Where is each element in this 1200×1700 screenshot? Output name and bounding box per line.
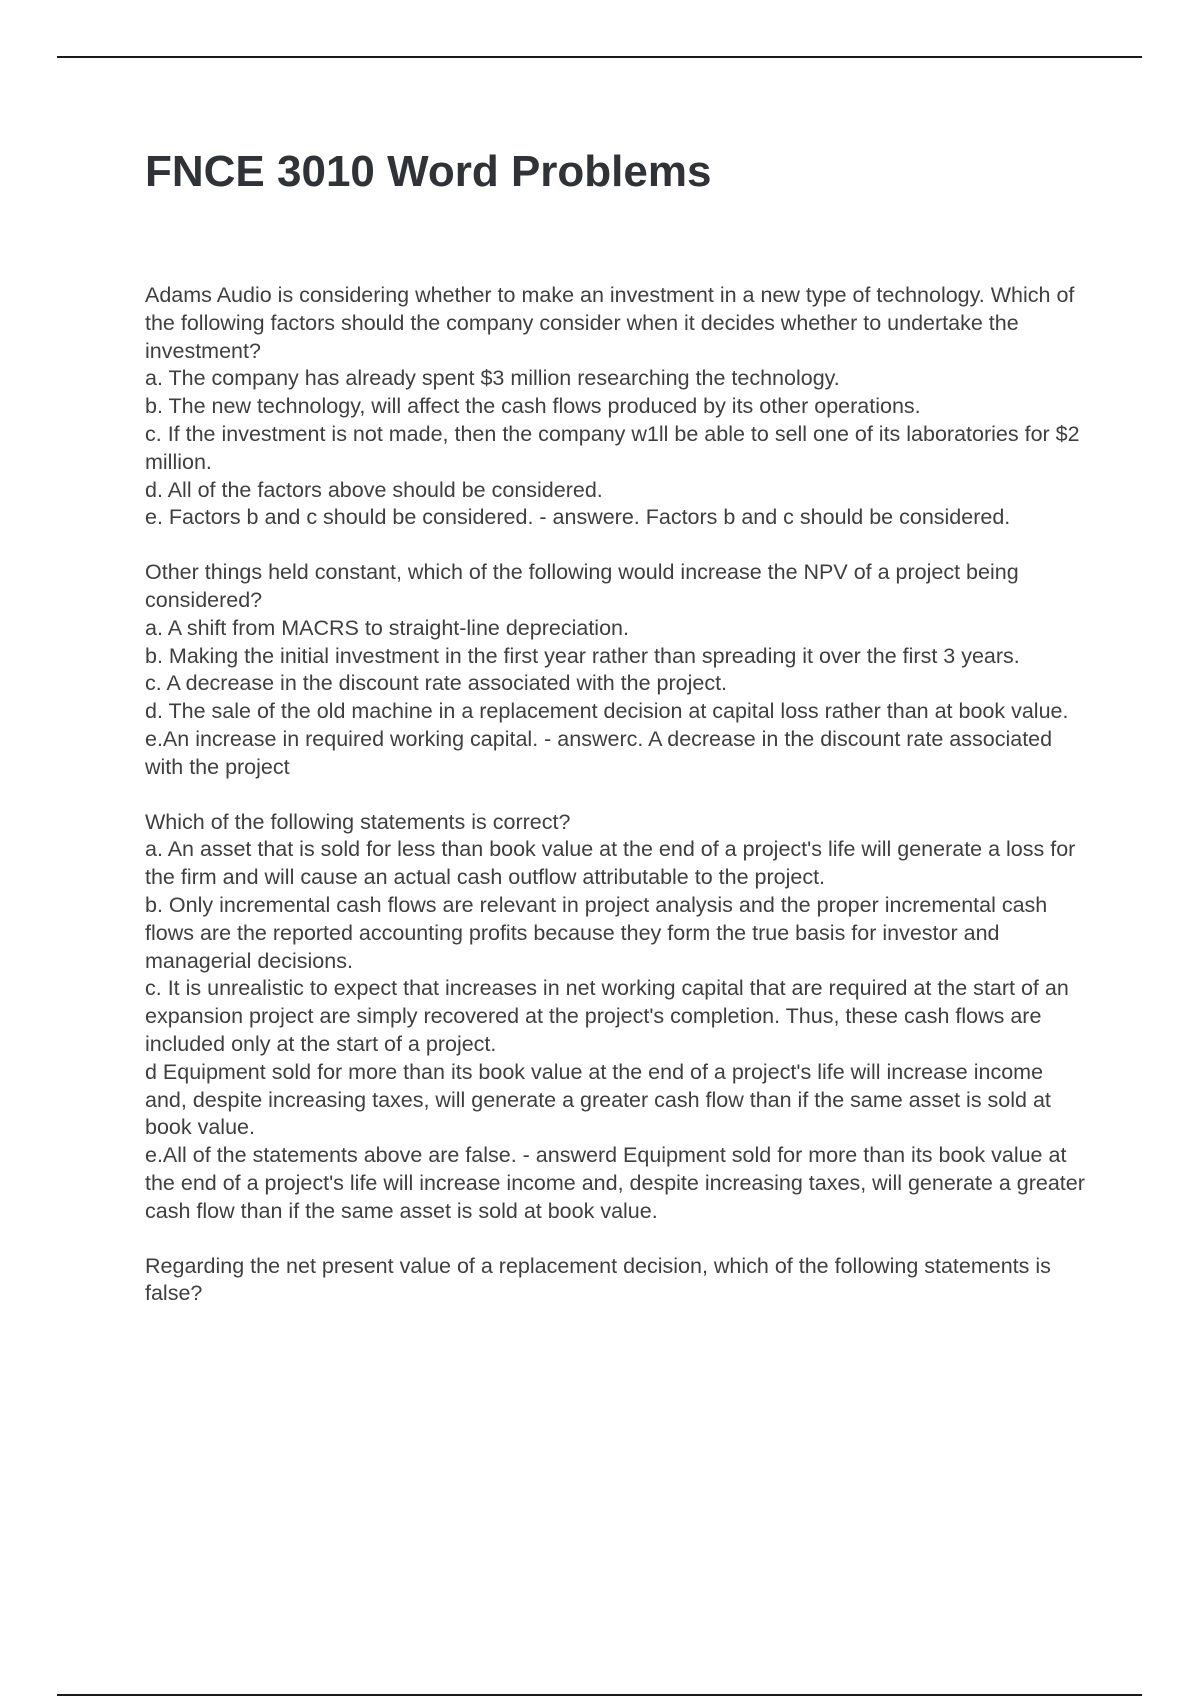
bottom-divider (57, 1694, 1142, 1696)
option-b: b. Making the initial investment in the first year rather than spreading it over the first 3 years. (145, 643, 1020, 668)
question-block-1 (145, 282, 1090, 532)
question-text: Regarding the net present value of a replacement decision, which of the following statements is false? (145, 1253, 1051, 1306)
option-e-with-answer: e.All of the statements above are false. - answerd Equipment sold for more than its book value at the end of a project's life will increase income and, despite increasing taxes, will generate a greater cash flow than if the same asset is sold at book value. (145, 1143, 1085, 1223)
option-c: c. It is unrealistic to expect that increases in net working capital that are required at the start of an expansion project are simply recovered at the project's completion. Thus, these cash flows are included only at the start of a project. (145, 976, 1069, 1056)
top-divider (57, 56, 1142, 58)
option-d: d. The sale of the old machine in a replacement decision at capital loss rather than at book value. (145, 699, 1069, 724)
question-text: Which of the following statements is correct? (145, 809, 571, 834)
option-b: b. Only incremental cash flows are relevant in project analysis and the proper incremental cash flows are the reported accounting profits because they form the true basis for investor and managerial decisions. (145, 892, 1048, 973)
option-d: d. All of the factors above should be considered. (145, 477, 603, 502)
option-c: c. A decrease in the discount rate associated with the project. (145, 671, 728, 696)
option-b: b. The new technology, will affect the cash flows produced by its other operations. (145, 394, 921, 419)
option-c: c. If the investment is not made, then the company w1ll be able to sell one of its laboratories for $2 million. (145, 421, 1080, 474)
question-block-2 (145, 559, 1090, 781)
question-block-4 (145, 1253, 1090, 1309)
option-e-with-answer: e. Factors b and c should be considered. - answere. Factors b and c should be considered. (145, 505, 1011, 530)
option-e-with-answer: e.An increase in required working capital. - answerc. A decrease in the discount rate associated with the project (145, 726, 1053, 779)
page-title: FNCE 3010 Word Problems (145, 147, 712, 196)
option-d: d Equipment sold for more than its book value at the end of a project's life will increase income and, despite increasing taxes, will generate a greater cash flow than if the same asset is sold at book value. (145, 1059, 1051, 1140)
question-text: Adams Audio is considering whether to make an investment in a new type of technology. Which of the following factors should the company consider when it decides whether to undertake the investment? (145, 283, 1075, 363)
option-a: a. An asset that is sold for less than book value at the end of a project's life will generate a loss for the firm and will cause an actual cash outflow attributable to the project. (145, 837, 1076, 890)
question-block-3 (145, 809, 1090, 1226)
option-a: a. The company has already spent $3 million researching the technology. (145, 366, 840, 391)
question-text: Other things held constant, which of the following would increase the NPV of a project being considered? (145, 560, 1019, 612)
document-body (145, 282, 1090, 1335)
option-a: a. A shift from MACRS to straight-line depreciation. (145, 615, 629, 640)
